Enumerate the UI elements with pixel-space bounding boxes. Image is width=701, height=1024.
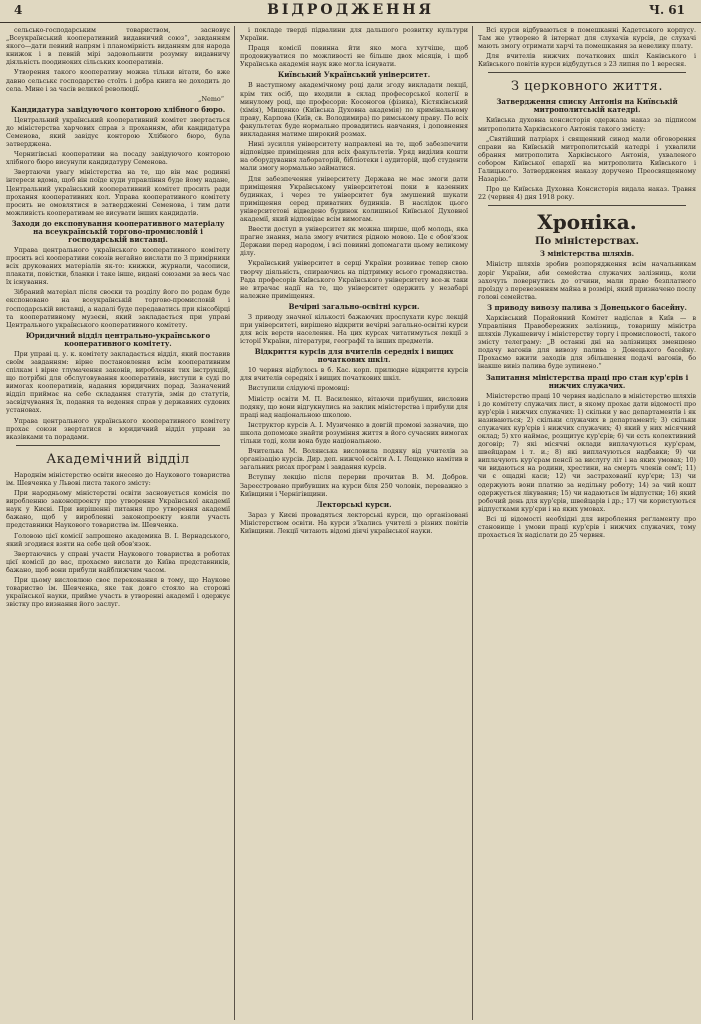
divider (488, 205, 686, 206)
section-heading: Юридичний відділ центрально-українського кооперативного комітету. (25, 330, 211, 348)
section-heading: Лекторські курси. (316, 499, 392, 509)
divider (16, 445, 220, 446)
article-paragraph: 10 червня відбулось в б. Кас. корп. прилюдне відкриття курсів для вчителів середніх і вищих початкових шкіл. (240, 366, 468, 383)
article-paragraph: Управа центрального українського кооперативного комітету прохає союзи звертатися в юридичний відділ управи за вказівками та порадами. (6, 416, 230, 441)
section-heading: Вечірні загально-освітні курси. (288, 301, 420, 311)
article-paragraph: Зібраний матеріал після своєки та розділу його по родам буде експоновано на всеукраїнській торгово-промисловій і господарській виставці, а надалі буде передаватись при кінсобірці та кооперативному музеєві, який закладається при управі Центрального українського кооперативного комітету. (6, 288, 230, 329)
article-paragraph: Вступну лекцію після перерви прочитав В. М. Добров. Зареєстровано прибувших на курси біля 250 чоловік, переважно з Київщини і Чернігівщини. (240, 473, 468, 498)
article-paragraph: В наступному академічному році дали згоду викладати лекції, крім тих осіб, що входили в склад професорської колегії в минулому році, ще професори: Косоногов (фізика), Кістяківський (хімія), Мищенко (Київська Духовна академія) по кримінальному праву, Карпова (Київ, св. Володимира) по римському праву. По всіх факультетах буде нормально провадитись навчання, і доповнення викладання матиме широкий розмах. (240, 81, 468, 139)
article-paragraph: Харківський Порайонний Комітет надіслав в Київ — в Управління Правобережних залізниць, товаришу міністра шляхів Лукашевичу і міністерству торгу і промисловості, такого змісту телеграму: „В останні дні на залізницях зменшено подачу вагонів для вивозу палива з Донецького басейну. Прохаємо вжити заходів для збільшення подачі вагонів, бо інакше вивіз палива буде зупинено.“ (478, 313, 696, 371)
page-number: 4 (14, 3, 23, 17)
article-paragraph: Зараз у Києві провадяться лекторські курси, що організовані Міністерством освіти. На курси з'їхались учителі з різних повітів Київщини. Лекції читають відомі діячі української науки. (240, 510, 468, 535)
section-heading: Заходи до експонування кооперативного матеріалу на всеукраїнській торгово-промисловій і господарській виставці. (11, 218, 225, 244)
column-3 (478, 26, 696, 1020)
divider (488, 72, 686, 73)
article-paragraph: З приводу значної кількості бажаючих прослухати курс лекцій при університеті, вирішено відкрити вечірні загально-освітні курси для всіх верств населення. На цих курсах читатимуться лекції з історії України, літератури, географії та інших предметів. (240, 312, 468, 346)
column-1 (6, 26, 230, 1020)
article-paragraph: Управа центрального українського кооперативного комітету просить всі кооперативи союзів негайно вислати по 3 примірники всіх друкованих матеріалів як-то: книжки, журнали, часописи, плакати, повістки, бланки і таке інше, видані союзами за весь час їх існування. (6, 245, 230, 287)
article-paragraph: Ввести доступ в університет як можна ширше, щоб молодь, яка прагне знання, мала змогу вчитися рідною мовою. Це є обов'язок Держави перед народом, і всі повинні допомагати цьому великому ділу. (240, 225, 468, 258)
article-paragraph: Праця комісії повинна йти яко мога хутчіше, щоб продовжуватися по можливості не більше двох місяців, і щоб Українська академія наук вже могла існувати. (240, 44, 468, 69)
author-signature: „Nemo“ (198, 94, 224, 103)
article-paragraph: Центральний український кооперативний комітет звертається до міністерства харчових справ з проханням, аби кандидатура Семенова, який завідує конторою Хлібного бюро, була затверджена. (6, 115, 230, 149)
section-heading: Запитання міністерства праці про стан кур'єрів і нижчих служачих. (485, 372, 689, 390)
article-paragraph: Всі ці відомості необхідні для вироблення реґламенту про становище і умови праці кур'єрів і нижчих служачих, тому прохається їх надіслати до 25 червня. (478, 514, 696, 540)
article-paragraph: Звертаючись у справі участи Наукового товариства в роботах цієї комісії до вас, прохаємо вислати до Київа представників, бажано, щоб вони прибули найближчим часом. (6, 549, 230, 574)
column-2 (240, 26, 468, 1020)
article-paragraph: Для забезпечення університету Держава не має змоги дати приміщення Українському університетові поки в казенних будинках, і через те університет був змушений шукати приміщення серед приватних будинків. В наслідок цього університетові відведено будинок колишньої Київської Духовної академії, який відповідає всім вимогам. (240, 174, 468, 223)
section-heading: Кандидатура завідуючого конторою хлібного бюро. (10, 104, 226, 114)
article-paragraph: Про це Київська Духовна Консисторія видала наказ. Травня 22 (червня 4) дня 1918 року. (478, 185, 696, 202)
chronicle-title: Хроніка. (537, 210, 637, 235)
article-paragraph: сельсько-господарським товариством, засновує „Всеукраїнський кооперативний видавничий союз“, завданням якого—дати певний напрям і планомірність виданням для народа книжок і в певній мірі задовольнити розумну видавничу діяльність поодиноких сільських кооперативів. (6, 26, 230, 67)
section-heading: Затвердження списку Антонія на Київській митрополитській катедрі. (496, 97, 678, 115)
article-paragraph: Міністр освіти М. П. Василенко, вітаючи прибуших, висловив подяку, що вони відгукнулись на заклик міністерства і прибули для праці над національною школою. (240, 394, 468, 419)
section-title: Академічний відділ (46, 451, 190, 467)
article-paragraph: Нині зусилля університету направлені на те, щоб забезпечити відповідне приміщення для всіх факультетів. Уряд виділив кошти на оборудування лабораторій, бібліотеки і аудиторій, щоб студенти мали змогу нормально займатися. (240, 140, 468, 173)
article-paragraph: Народнім міністерство освіти внесено до Наукового товариства ім. Шевченка у Львові листа такого змісту: (6, 470, 230, 487)
article-paragraph: Виступили слідуючі промовці: (248, 384, 350, 393)
column-divider (472, 26, 473, 1020)
section-heading: Київський Український університет. (277, 70, 431, 80)
article-paragraph: „Святійший патріарх і священний синод мали обговорення справи на Київській митрополитській катедрі і ухвалили обрання митрополита Харківського Антонія, ухваленого собором Київської епархії на митрополита Київського і Галицького. Затвердження наказу доручено Преосвященному Назарію.“ (478, 134, 696, 184)
masthead (0, 0, 701, 23)
article-paragraph: Міністерство праці 10 червня надіслало в міністерство шляхів і до комітету служачих лист, в якому прохає дати відомості про кур'єрів і нижчих служачих: 1) скільки у вас департаментів і як називаються; 2) скільки служачих в департаменті; 3) скільки служачих кур'єрів і нижчих служачих; 4) який у них місячний оклад; 5) хто наймає, розщитує кур'єрів; 6) чи єсть колективний договір; 7) які місячні оклади виплачуються кур'єрам, швейцарам і т. и.; 8) які виплачуються надбавки; 9) чи виплачують кур'єрам пенсії за вислугу літ і на яких умовах; 10) чи видаються на родини, хрестини, на смерть членів сем'ї; 11) чи є ощадні каси; 12) чи застрахованії кур'єри; 13) чи одержують вони платню за недільну роботу; 14) за чий кошт одержується лікування; 15) чи надаються їм відпустки; 16) який робочий день для кур'єрів, швейцарів і др.; 17) чи користуються відпустками кур'єри і на яких умовах. (478, 391, 696, 513)
article-paragraph: Чернигівські кооперативи на посаду завідуючого конторою хлібного бюро висунули кандидатуру Семенова. (6, 150, 230, 167)
article-paragraph: Міністр шляхів зробив розпорядження всім начальникам доріг України, аби семейства служачих залізниць, коли захочуть повернутись до отчини, мали право безплатного проїзду з перевезенням майна в розмірі, який призначено послу голові семейства. (478, 260, 696, 301)
section-heading: Відкриття курсів для вчителів середніх і вищих початкових шкіл. (254, 347, 454, 365)
section-heading: З міністерства шляхів. (539, 249, 635, 259)
article-paragraph: Інструктор курсів А. І. Музиченко в довгій промові зазначив, що школа допоможе знайти розуміння життя в його сучасних вимогах тільки тоді, коли вона буде національною. (240, 420, 468, 446)
issue-number: Ч. 61 (648, 3, 685, 17)
section-title: З церковного життя. (511, 79, 663, 95)
article-paragraph: Всі курси відбуваються в помешканні Кадетського корпусу. Там же утворено й інтернат для слухачів курсів, де слухачі мають змогу отримати харчі та помешкання за невелику плату. (478, 26, 696, 51)
article-paragraph: Утворення такого кооперативу можна тільки вітати, бо вже давно сельськє господарство стоїть і добра книга не доходить до села. Мине і за часів великої революції. (6, 68, 230, 93)
article-paragraph: Київська духовна консисторія одержала наказ за підписом митрополита Харківського Антонія такого змісту: (478, 116, 696, 133)
column-divider (234, 26, 235, 1020)
article-paragraph: Український університет в серці України розвиває тепер свою творчу діяльність, спираючись на підтримку всього громадянства. Рада професорів Київського Українського університету все-ж таки не втрачає надії на те, що університет одержить у незабарі належне приміщення. (240, 259, 468, 300)
newspaper-title: ВІДРОДЖЕННЯ (267, 2, 434, 18)
section-subtitle: По міністерствах. (535, 236, 639, 248)
article-paragraph: Для вчителів нижчих початкових шкіл Канівського і Київського повітів курси відбудуться з 23 липня по 1 вересня. (478, 52, 696, 69)
article-paragraph: При народньому міністерстві освіти засновується комісія по виробленню законопроекту про утворення Української академії наук у Києві. При вирішенні питання про утворення академії бажано, щоб у виробленні законопроекту взяли участь представники Наукового товариства ім. Шевченка. (6, 489, 230, 530)
article-paragraph: При цьому висловлюю своє переконання в тому, що Наукове товариство ім. Шевченка, яке так довго стояло на сторожі української науки, прийме участь в утворенні академії і одержує звістку про визнання його заслуг. (6, 575, 230, 609)
article-paragraph: Вчителька М. Волянська висловила подяку від учителів за організацію курсів. Дир. деп. нижчої освіти А. І. Лещенко намітив в загальних рисах програм і завдання курсів. (240, 447, 468, 472)
article-paragraph: Звертаючи увагу міністерства на те, що він має родинні інтереси вдома, щоб він поїде куди управління буде йому надане, Центральний український кооперативний комітет просить ради прохання кооперативних кол. Управа кооперативного комітету просить не омовлятися в затвердженні Семенова, і тим дати можливість кооперативам не висувати інших кандидатів. (6, 168, 230, 217)
article-paragraph: і покладе тверді підвалини для дальшого розвитку культури України. (240, 26, 468, 43)
article-paragraph: При управі ц. у. к. комітету закладається відділ, який поставив своїм завданням: вірне постановлення всім кооперативним спілкам і вірне тлумачення законів, вироблення тих інструкцій, що потрібні для обслуговування кооперативів, виступи в суді по вимогах кооперативів, надання юридичних порад. Зазначений відділ приймає на себе складання статутів, змін до статутів, засвідчування їх, подання та ведення справ у державних судових установах. (6, 349, 230, 415)
section-heading: З приводу вивозу палива з Донецького басейну. (487, 302, 687, 312)
article-paragraph: Головою цієї комісії запрошено академика В. І. Вернадського, який згодився взяти на себе цей обов'язок. (6, 531, 230, 548)
